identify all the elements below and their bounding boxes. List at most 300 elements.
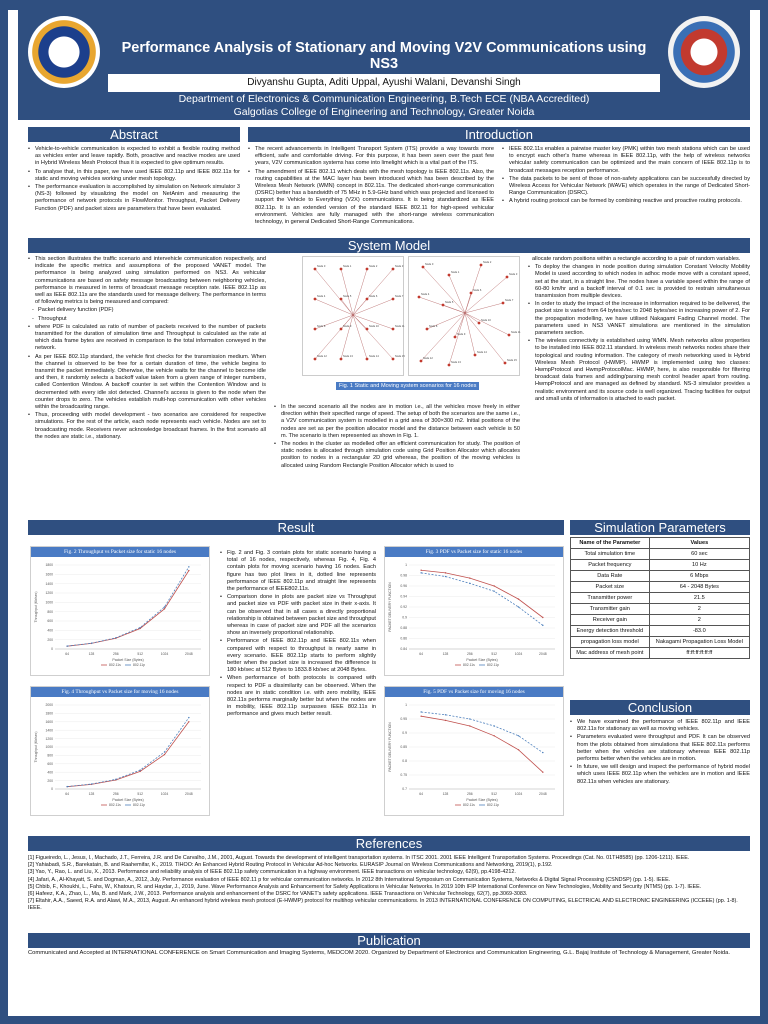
y-tick-label: 1000 [45,600,53,605]
table-cell: propagation loss model [571,637,650,648]
x-tick-label: 512 [491,652,498,656]
diagram-node [314,358,317,361]
diagram-link [353,315,367,359]
legend-label: 802.11p [133,663,146,668]
data-point [542,617,543,618]
diagram-node-label: Node 5 [445,301,454,304]
table-row [571,549,750,560]
system-model-heading: System Model [28,238,750,253]
diagram-link [353,315,393,359]
table-row [571,626,750,637]
diagram-node-label: Node 7 [395,295,404,298]
diagram-node-label: Node 8 [429,325,438,328]
diagram-node [314,298,317,301]
y-tick-label: 600 [47,619,53,624]
y-axis-label: PACKET DELIVERY FUNCTION [388,722,392,772]
references-list [28,855,750,913]
conclusion-bullet: • We have examined the performance of IEEE 802.11p and IEEE 802.11s for stationary as well as moving vehicles. [570,719,750,733]
introduction-text-col1 [248,146,494,227]
system-model-text-col3 [528,256,750,404]
diagram-node [392,268,395,271]
legend-label: 802.11p [487,663,500,668]
y-tick-label: 0.9 [402,615,407,620]
diagram-node-label: Node 12 [317,355,327,358]
x-tick-label: 2048 [185,792,193,796]
y-tick-label: 200 [47,778,53,783]
diagram-node-label: Node 12 [423,357,433,360]
diagram-link [315,315,353,359]
x-axis-label: Packet Size (Bytes) [112,798,144,802]
y-tick-label: 0.8 [402,759,407,764]
table-cell: Energy detection threshold [571,626,650,637]
system-model-bullet: - Throughput [28,316,266,323]
legend-label: 802.11p [487,803,500,808]
y-tick-label: 0.96 [400,584,407,589]
diagram-node-label: Node 15 [395,355,405,358]
x-tick-label: 512 [137,652,144,656]
table-cell: Data Rate [571,571,650,582]
fig3-title: Fig. 3 PDF vs Packet size for static 16 nodes [385,547,563,557]
x-tick-label: 2048 [185,652,193,656]
data-point [542,752,543,753]
result-heading: Result [28,520,564,535]
diagram-node-label: Node 10 [369,325,379,328]
data-point [420,711,421,712]
abstract-text [28,146,240,214]
diagram-node-label: Node 11 [395,325,405,328]
table-header-cell: Values [649,538,749,549]
legend-label: 802.11s [463,663,475,668]
system-model-bullet: • In the second scenario all the nodes are in motion i.e., all the vehicles move freely in either direction within their specified range of speed. The setup of both the scenarios are the same i.e., a V2V communication system is modelled in a grid area of 300×300 m2. Initial positions of the nodes are set as per the position allocator model and the distance between each vehicle is 50 m. The scenario is then represented as shown in Fig. 1. [274,404,520,440]
publication-text: Communicated and Accepted at INTERNATIONAL CONFERENCE on Smart Communication and Imaging Systems, MEDCOM 2020. Organized by Department of Electronics and Communication Engineering, G.L. Bajaj Institute of Technology & Management, Greater Noida. [28,950,730,956]
diagram-node [480,264,483,267]
data-point [188,717,189,718]
x-tick-label: 256 [466,652,473,656]
x-axis-label: Packet Size (Bytes) [466,798,498,802]
diagram-node [314,268,317,271]
introduction-heading: Introduction [248,127,750,142]
fig1-caption: Fig. 1 Static and Moving system scenarios for 16 nodes [336,382,479,390]
diagram-node [506,276,509,279]
y-tick-label: 1000 [45,745,53,750]
x-tick-label: 128 [442,652,449,656]
data-point [445,576,446,577]
system-model-text-col1 [28,256,266,442]
authors: Divyanshu Gupta, Aditi Uppal, Ayushi Walani, Devanshi Singh [108,74,660,92]
table-cell: 2 [649,604,749,615]
y-tick-label: 0.9 [402,731,407,736]
diagram-node [448,364,451,367]
y-tick-label: 600 [47,762,53,766]
diagram-node-label: Node 3 [509,273,518,276]
diagram-link [315,299,353,315]
table-cell: -83.0 [649,626,749,637]
diagram-node [392,358,395,361]
system-model-bullet: - Packet delivery function (PDF) [28,307,266,314]
y-tick-label: 0.86 [400,636,407,641]
y-tick-label: 0.92 [400,605,407,610]
reference-item: [2] Yahiabadi, S.R., Barekatain, B. and Raahemifar, K., 2019. TIHOO: An Enhanced Hybrid Routing Protocol in Vehicular Ad-hoc Networks. EURASIP Journal on Wireless Communications and Networking, 2019(1), p.192. [28,862,553,869]
conclusion-bullet: • Parameters evaluated were throughput and PDF. It can be observed from the plots obtained from simulations that IEEE 802.11s performs better when the vehicles are stationary whereas IEEE 802.11p performs better when the vehicles are in motion. [570,734,750,763]
system-model-bullet: • In order to study the impact of the increase in information required to be delivered, the packet size is varied from 64 bytes/sec to 2048 bytes/sec in increasing power of 2. For the propagation modelling, we have utilised Nakagami Fading Channel model. The parameters used in NS3 VANET simulations are mentioned in the simulation parameters section. [528,301,750,337]
data-point [445,720,446,721]
diagram-node-label: Node 0 [317,265,326,268]
y-tick-label: 0.98 [400,573,407,578]
legend-label: 802.11p [133,803,146,808]
diagram-node-label: Node 14 [369,355,379,358]
data-point [164,608,165,609]
diagram-node-label: Node 0 [425,263,434,266]
legend-label: 802.11s [463,803,475,808]
data-point [469,583,470,584]
table-cell: Transmitter power [571,593,650,604]
reference-item: [1] Figueiredo, L., Jesus, I., Machado, J.T., Ferreira, J.R. and De Carvalho, J.M., 2001, August. Towards the development of intelligent transportation systems. In ITSC 2001. 2001 IEEE Intelligent Transportation Systems. Proceedings (Cat. No. 01TH8585) (pp. 1206-1211). IEEE. [28,855,690,861]
data-point [188,566,189,567]
reference-item: [4] Jafari, A., Al-Khayatt, S. and Dogman, A., 2012, July. Performance evaluation of IEEE 802.11 p for vehicular communication networks. In 2012 8th International Symposium on Communication Systems, Networks & Digital Signal Processing (CSNDSP) (pp. 1-5). IEEE. [28,876,671,883]
references-heading: References [28,836,750,851]
data-point [66,645,67,646]
result-bullet: • When performance of both protocols is compared with respect to PDF a dissimilarity can be observed. When the nodes are in static condition i.e. with zero mobility, IEEE 802.11s performs marginally better but when the nodes are in mobility, IEEE 802.11p surpasses IEEE 802.11s in performance and gives much better result. [220,675,376,718]
diagram-link [421,313,465,361]
simulation-parameters-heading: Simulation Parameters [570,520,750,535]
poster-title: Performance Analysis of Stationary and Moving V2V Communications using NS3 [121,40,647,72]
abstract-bullet: • To analyse that, in this paper, we have used IEEE 802.11p and IEEE 802.11s for static and moving vehicles working under mesh topology. [28,169,240,183]
series-line [421,570,543,617]
diagram-node-label: Node 2 [369,265,378,268]
diagram-node-label: Node 1 [451,271,460,274]
data-point [420,570,421,571]
result-bullet: • Performance of IEEE 802.11p and IEEE 802.11s when compared with respect to throughput is nearly same in every scenario. IEEE 802.11p starts to perform slightly better when the packet size is increased the difference is 180 kb/sec at 512 Bytes to 1833.8 kb/sec at 2048 Bytes. [220,638,376,674]
diagram-node [366,328,369,331]
y-tick-label: 1 [405,563,407,568]
y-tick-label: 0 [51,647,53,652]
x-tick-label: 128 [88,652,95,656]
y-tick-label: 200 [47,637,53,642]
diagram-node [442,304,445,307]
table-cell: ff:ff:ff:ff:ff:ff [649,648,749,659]
introduction-bullet: • The data packets to be sent of those of non-safety applications can be successfully directed by Wireless Access for Vehicular Network (WAVE) which operates in the range of Dedicated Short-Range Communication (DSRC). [502,176,750,198]
conference-logo-icon [668,16,740,88]
fig4-title: Fig. 4 Throughput vs Packet size for moving 16 nodes [31,687,209,697]
data-point [493,585,494,586]
y-tick-label: 1 [405,703,407,708]
poster-header [18,10,750,120]
diagram-node [366,268,369,271]
table-cell: 60 sec [649,549,749,560]
diagram-node [422,266,425,269]
y-tick-label: 1600 [45,572,53,577]
y-tick-label: 400 [47,628,53,633]
introduction-bullet: • A hybrid routing protocol can be formed by combining reactive and proactive routing protocols. [502,198,750,205]
x-tick-label: 64 [65,652,70,656]
data-point [493,725,494,726]
system-model-col3-lead: allocate random positions within a rectangle according to a pair of random variables. [532,256,741,262]
diagram-node [340,268,343,271]
x-tick-label: 128 [88,792,95,796]
table-row [571,593,750,604]
y-tick-label: 1600 [45,720,53,724]
diagram-node-label: Node 9 [343,325,352,328]
diagram-node [420,360,423,363]
system-model-bullet: • The wireless connectivity is established using WMN. Mesh networks allow properties to be installed into IEEE 802.11 standard. In wireless mesh networks nodes share their topological and routing information. The category of mesh networking used is Hybrid Wireless Mesh Protocol (HWMP). HWMP is implemented using two classes: HwmpProtocol and HwmpProtocolMac. HWMP, here, is also responsible for filtering broadcast data frames and adding/parsing mesh control header apart from routing. HwmpProtocol and are managed as defined by standard. NS-3 simulator provides a realistic environment and its source code is well organized. Tracing facilities for output and small units of information is attached to each packet. [528,338,750,403]
y-tick-label: 0.95 [400,717,407,722]
table-cell: Packet size [571,582,650,593]
x-tick-label: 64 [419,792,424,796]
data-point [164,751,165,752]
y-tick-label: 400 [47,770,53,775]
diagram-node-label: Node 2 [483,261,492,264]
data-point [518,606,519,607]
table-row [571,637,750,648]
data-point [469,725,470,726]
data-point [518,735,519,736]
fig4-chart [30,686,210,816]
x-tick-label: 512 [491,792,498,796]
college: Galgotias College of Engineering and Technology, Greater Noida [233,106,535,118]
diagram-node-label: Node 4 [421,293,430,296]
y-axis-label: PACKET DELIVERY FUNCTION [388,582,392,632]
diagram-node [426,328,429,331]
diagram-node [508,334,511,337]
y-tick-label: 800 [47,753,53,758]
diagram-node [418,296,421,299]
table-cell: 6 Mbps [649,571,749,582]
diagram-node-label: Node 13 [451,361,461,364]
x-axis-label: Packet Size (Bytes) [112,658,144,662]
table-cell: Receiver gain [571,615,650,626]
table-cell: 64 - 2048 Bytes [649,582,749,593]
data-point [518,749,519,750]
abstract-heading: Abstract [28,127,240,142]
abstract-bullet: • Vehicle-to-vehicle communication is expected to exhibit a flexible routing method as vehicles enter and leave rapidly. Both, proactive and reactive modes are used in Hybrid Wireless Mesh Protocol thus it is expected to give optimum results. [28,146,240,168]
data-point [493,735,494,736]
diagram-link [341,269,353,315]
diagram-link [443,305,465,313]
table-cell: 21.5 [649,593,749,604]
diagram-node-label: Node 13 [343,355,353,358]
data-point [469,577,470,578]
system-model-bullet: • This section illustrates the traffic scenario and intervehicle communication respectively, and indicate the specific metrics and assumptions of the proposed VANET model. The performance is being analyzed using simulation performed on NS3. As vehicular communications are based on safety message broadcasting between neighboring vehicles, performance is measured in terms of broadcast message reception rate. IEEE 802.11p as well as IEEE 802.11s are the standards used for message delivery. The performance in terms of following metrics is being measured and compared: [28,256,266,306]
result-text [220,550,376,720]
table-cell: Packet frequency [571,560,650,571]
series-line [67,567,189,646]
data-point [139,771,140,772]
introduction-bullet: • IEEE 802.11s enables a pairwise master key (PMK) within two mesh stations which can be used to encrypt each other's frame whereas in IEEE 802.11p, with the help of wireless networks vehicular safety communication can be optimized and the main concern of IEEE 802.11p is to broadcast messages reception performance. [502,146,750,175]
table-row [571,582,750,593]
result-bullet: • Comparison done in plots are packet size vs Throughput and packet size vs PDF with packet size in their x-axis. It can be observed that in all cases a directly proportional relationship is obtained between packet size and throughput whereas in case of packet size and PDF all the scenarios show an inversely proportional relationship. [220,594,376,637]
y-tick-label: 1200 [45,736,53,741]
reference-item: [5] Chbib, F., Khoukhi, L., Fahs, W., Khatoun, R. and Haydar, J., 2019, June. Wave Performance Analysis and Enhancement for Safety Applications in Vehicular Networks. In 2019 10th IFIP International Conference on New Technologies, Mobility and Security (NTMS) (pp. 1-7). IEEE. [28,883,702,890]
table-row [571,648,750,659]
publication-heading: Publication [28,933,750,948]
diagram-link [465,293,471,313]
table-row [571,571,750,582]
data-point [91,783,92,784]
table-row [571,615,750,626]
fig2-chart [30,546,210,676]
fig2-title: Fig. 2 Throughput vs Packet size for static 16 nodes [31,547,209,557]
diagram-node [340,298,343,301]
data-point [420,716,421,717]
x-tick-label: 256 [466,792,473,796]
x-tick-label: 2048 [539,652,547,656]
diagram-node-label: Node 7 [505,299,514,302]
data-point [115,637,116,638]
data-point [493,591,494,592]
department: Department of Electronics & Communication Engineering, B.Tech ECE (NBA Accredited) [178,93,590,105]
legend-label: 802.11s [109,663,121,668]
diagram-link [315,269,353,315]
series-line [421,716,543,772]
diagram-node [366,298,369,301]
diagram-link [449,275,465,313]
y-tick-label: 1800 [45,563,53,568]
x-tick-label: 1024 [160,792,169,796]
y-tick-label: 0.7 [402,787,407,792]
y-axis-label: Throughput (Kb/sec) [34,731,38,763]
y-tick-label: 800 [47,609,53,614]
diagram-node [474,354,477,357]
fig5-title: Fig. 5 PDF vs Packet size for moving 16 nodes [385,687,563,697]
introduction-bullet: • The recent advancements in Intelligent Transport System (ITS) provide a way towards more efficient, safe and comfortable driving. For this purpose, it has been seen over the past few years, V2V communication systems has come into limelight which is a vital part of the ITS. [248,146,494,168]
y-tick-label: 0.94 [400,594,407,599]
system-model-bullet: • To deploy the changes in node position during simulation Constant Velocity Mobility Model is used according to which nodes in adhoc mode move with a constant speed, set at the start, in a straight line. The nodes have a variable speed within the range of 60-80 km/hr and a backoff interval of 0.1 sec is provided to restrain simultaneous transmission from multiple devices. [528,264,750,300]
legend-label: 802.11s [109,803,121,808]
series-line [67,571,189,647]
conclusion-text [570,719,750,787]
series-line [421,712,543,753]
abstract-bullet: • The performance evaluation is accomplished by simulation on Network simulator 3 (NS-3) followed by visualizing the model on NetAnim and measuring the performance of network protocols in FlowMonitor. Throughput, Packet Delivery Function (PDF) and packet sizes are parameters that have been evaluated. [28,184,240,213]
diagram-link [465,313,509,335]
introduction-bullet: • The amendment of IEEE 802.11 which deals with the mesh topology is IEEE 802.11s. Also, the routing capabilities at the MAC layer has been introduced which has been described by the Wireless Mesh Network (WMN) concept in 802.11s. The dedicated short-range communication (DSRC) better has a bandwidth of 75 MHz in 5.9-GHz band which was projected and licensed to support the Vehicle to Everything (V2X) communications. It is being standardized as IEEE 802.11p. It is an extended version of the standard IEEE 802.11 for high-speed vehicular environment. Vehicles are fully managed with the short-range wireless communication technology, in general Dedicated Short-Range Communications. [248,169,494,227]
table-cell: 10 Hz [649,560,749,571]
system-model-text-col2 [274,404,520,471]
diagram-node-label: Node 9 [457,333,466,336]
y-tick-label: 0.84 [400,647,407,652]
y-tick-label: 1400 [45,728,53,733]
table-header-cell: Name of the Parameter [571,538,650,549]
data-point [115,779,116,780]
diagram-link [353,269,367,315]
affiliation [18,93,750,119]
data-point [139,769,140,770]
result-bullet: • Fig. 2 and Fig. 3 contain plots for static scenario having a total of 16 nodes, respectively, whereas Fig. 4, Fig. 4 contain plots for moving scenario having 16 nodes. Each figure has two plot lines in it, dotted line represents performance of IEEE 802.11p and straight line represents the performance of IEEE802.11s. [220,550,376,593]
y-tick-label: 1200 [45,591,53,596]
diagram-node-label: Node 1 [343,265,352,268]
data-point [164,606,165,607]
reference-item: [6] Hafeez, K.A., Zhao, L., Ma, B. and Mark, J.W., 2013. Performance analysis and enhancement of the DSRC for VANET's safety applications. IEEE Transactions on Vehicular Technology, 62(7), pp.3069-3083. [28,891,528,898]
y-axis-label: Throughput (Kb/sec) [34,591,38,623]
data-point [188,570,189,571]
diagram-node-label: Node 8 [317,325,326,328]
diagram-node-label: Node 5 [343,295,352,298]
data-point [139,627,140,628]
table-cell: Transmitter gain [571,604,650,615]
fig3-chart [384,546,564,676]
data-point [91,643,92,644]
series-line [67,718,189,787]
system-model-bullet: • Thus, proceeding with model development - two scenarios are considered for respective simulations. For the rest of the article, each node represents each vehicle. Nodes are set to broadcasting mode. Receivers never acknowledge broadcast frames. In the first scenario all the nodes are static i.e., stationary. [28,412,266,441]
x-axis-label: Packet Size (Bytes) [466,658,498,662]
conclusion-bullet: • In future, we will design and inspect the performance of hybrid model which uses IEEE 802.11p when the vehicles are in motion and IEEE 802.11s when vehicles are stationary. [570,764,750,786]
conclusion-heading: Conclusion [570,700,750,715]
diagram-node-label: Node 14 [477,351,487,354]
diagram-node [392,298,395,301]
data-point [542,772,543,773]
x-tick-label: 256 [112,652,119,656]
y-tick-label: 0.85 [400,745,407,750]
diagram-node [314,328,317,331]
table-cell: Nakagami Propagation Loss Model [649,637,749,648]
x-tick-label: 64 [65,792,70,796]
series-line [67,722,189,787]
diagram-node-label: Node 10 [481,319,491,322]
moving-scenario-diagram [408,256,520,376]
diagram-link [353,299,367,315]
diagram-node [448,274,451,277]
data-point [542,625,543,626]
fig5-chart [384,686,564,816]
diagram-node [454,336,457,339]
diagram-link [449,313,465,365]
diagram-link [353,299,393,315]
table-row [571,604,750,615]
diagram-node-label: Node 6 [473,289,482,292]
reference-item: [7] Eltahir, A.A., Saeed, R.A. and Alawi, M.A., 2013, August. An enhanced hybrid wireless mesh protocol (E-HWMP) protocol for multihop vehicular communications. In 2013 INTERNATIONAL CONFERENCE ON COMPUTING, ELECTRICAL AND ELECTRONIC ENGINEERING (ICCEEE) (pp. 1-8). IEEE. [28,898,738,912]
data-point [518,598,519,599]
diagram-node [478,322,481,325]
table-cell: Total simulation time [571,549,650,560]
simulation-parameters-table [570,537,750,659]
diagram-node [366,358,369,361]
x-tick-label: 512 [137,792,144,796]
data-point [445,714,446,715]
diagram-node [502,302,505,305]
static-scenario-diagram [302,256,404,376]
data-point [420,572,421,573]
table-row [571,560,750,571]
x-tick-label: 128 [442,792,449,796]
diagram-node [470,292,473,295]
y-tick-label: 1800 [45,711,53,716]
diagram-node-label: Node 4 [317,295,326,298]
x-tick-label: 1024 [514,652,523,656]
diagram-node [392,328,395,331]
x-tick-label: 1024 [514,792,523,796]
diagram-node-label: Node 15 [507,359,517,362]
table-cell: Mac address of mesh point [571,648,650,659]
y-tick-label: 0.88 [400,626,407,631]
y-tick-label: 1400 [45,581,53,586]
x-tick-label: 2048 [539,792,547,796]
diagram-node [340,358,343,361]
diagram-link [341,315,353,359]
y-tick-label: 2000 [45,703,53,708]
diagram-node-label: Node 11 [511,331,521,334]
system-model-bullet: • where PDF is calculated as ratio of number of packets received to the number of packets transmitted for the duration of simulation time and Throughput is calculated as the rate at which data frame bytes are received in comparison to the total information conveyed in the network. [28,324,266,353]
diagram-node [504,362,507,365]
diagram-node-label: Node 6 [369,295,378,298]
x-tick-label: 64 [419,652,424,656]
system-model-bullet: • The nodes in the cluster as modelled offer an efficient communication for study. The position of static nodes is allocated through simulation code using Grid Position Allocator which allocates position to nodes in a rectangular 2D grid whereas, the position of the moving vehicles is allocated using Random Rectangle Position Allocator which is used to [274,441,520,470]
data-point [66,786,67,787]
table-cell: 2 [649,615,749,626]
data-point [164,754,165,755]
data-point [469,718,470,719]
reference-item: [3] Yao, Y., Rao, L. and Liu, X., 2013. Performance and reliability analysis of IEEE 802.11p safety communication in a highway environment. IEEE transactions on vehicular technology, 62(9), pp.4198-4212. [28,869,516,876]
x-tick-label: 1024 [160,652,169,656]
system-model-bullet: • As per IEEE 802.11p standard, the vehicle first checks for the transmission medium. When the channel is observed to be free for a certain duration of time, the vehicle begins to transmit the packet immediately. Otherwise, the vehicle waits for the channel to become idle and then, it randomly selects a backoff value taken from a given range of integer numbers, called Contention Window. A backoff counter is set within the Contention Window and is decremented with every idle slot detected. Channel's access is given to the node when the counter drops to zero. The vehicles establish multi-hop communication with other vehicles within the broadcasting range. [28,354,266,412]
